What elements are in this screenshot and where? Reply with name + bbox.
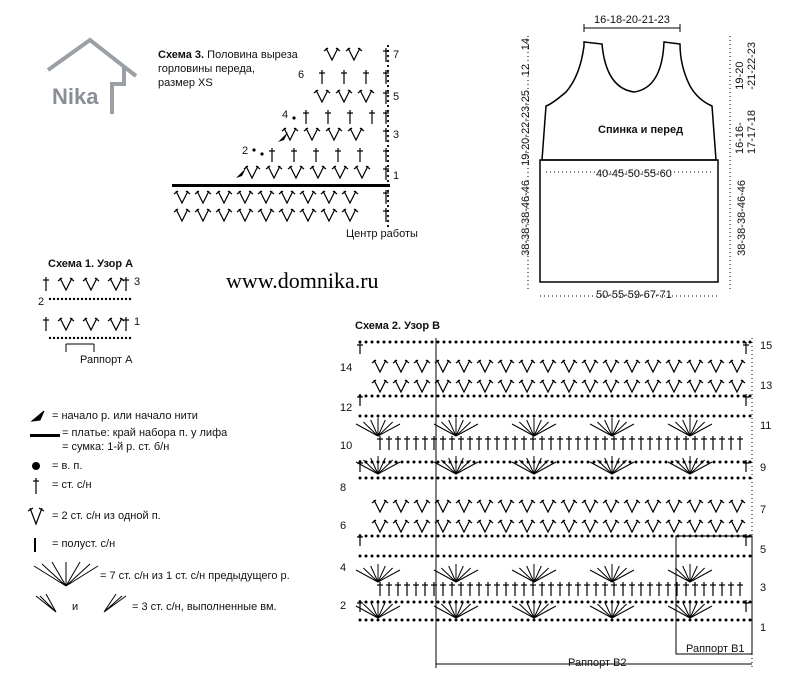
schematic-top-width: 16-18-20-21-23 bbox=[594, 14, 670, 26]
scheme1-row-3: 3 bbox=[134, 276, 141, 288]
scheme2-repeat-b2: Раппорт В2 bbox=[568, 657, 627, 669]
fan-icon bbox=[34, 562, 98, 586]
scheme2-row-4: 4 bbox=[340, 562, 347, 574]
dc-icon bbox=[33, 478, 39, 494]
legend-chain: = в. п. bbox=[52, 460, 83, 472]
scheme2-row-13: 13 bbox=[760, 380, 773, 392]
scheme2-row-1: 1 bbox=[760, 622, 767, 634]
scheme3-row-6: 6 bbox=[298, 69, 305, 81]
scheme2-row-3: 3 bbox=[760, 582, 767, 594]
scheme3-row-7: 7 bbox=[393, 49, 400, 61]
legend-fan: = 7 ст. с/н из 1 ст. с/н предыдущего р. bbox=[100, 570, 290, 582]
scheme3-row-3: 3 bbox=[393, 129, 400, 141]
legend-edge-2: = сумка: 1-й р. ст. б/н bbox=[62, 441, 170, 453]
scheme2-row-6: 6 bbox=[340, 520, 347, 532]
scheme2-row-14: 14 bbox=[340, 362, 353, 374]
scheme3-row-1: 1 bbox=[393, 170, 400, 182]
scheme3-title: Схема 3. Половина выреза горловины переда, размер XS bbox=[158, 49, 298, 89]
cluster-left-icon bbox=[36, 594, 56, 612]
v-stitch-icon bbox=[28, 508, 44, 524]
scheme3-row-4: 4 bbox=[282, 109, 289, 121]
schematic-inner-label: Спинка и перед bbox=[598, 124, 684, 136]
schematic-left-mid: 19-20-22-23-25 bbox=[520, 90, 532, 166]
schematic-right-top: 19-20 -21-22-23 bbox=[734, 42, 758, 90]
edge-line-icon bbox=[30, 434, 60, 437]
legend-v: = 2 ст. с/н из одной п. bbox=[52, 510, 161, 522]
scheme2-row-11: 11 bbox=[760, 420, 772, 432]
logo-text: Nika bbox=[52, 84, 99, 109]
scheme2-title: Схема 2. Узор В bbox=[355, 320, 441, 332]
slip-stitch-icon bbox=[34, 538, 36, 552]
scheme2-row-10: 10 bbox=[340, 440, 353, 452]
scheme2-row-7: 7 bbox=[760, 504, 767, 516]
schematic-left-top-a: 14 bbox=[520, 38, 532, 51]
scheme1-title: Схема 1. Узор А bbox=[48, 258, 134, 270]
schematic-right-bottom: 38-38-38-46-46 bbox=[736, 180, 748, 256]
website-url: www.domnika.ru bbox=[226, 268, 379, 293]
scheme2-row-5: 5 bbox=[760, 544, 767, 556]
legend-edge-1: = платье: край набора п. у лифа bbox=[62, 427, 228, 439]
schematic-left-bottom: 38-38-38-46-46 bbox=[520, 180, 532, 256]
chain-dot-icon bbox=[32, 462, 40, 470]
cluster-right-icon bbox=[104, 594, 126, 612]
start-arrow-icon bbox=[32, 411, 44, 421]
legend-start: = начало р. или начало нити bbox=[52, 410, 198, 422]
schematic-waist: 40-45-50-55-60 bbox=[596, 168, 672, 180]
scheme2-row-2: 2 bbox=[340, 600, 347, 612]
scheme3-center-label: Центр работы bbox=[346, 228, 418, 240]
scheme1-repeat-label: Раппорт А bbox=[80, 354, 133, 366]
scheme2-repeat-b1: Раппорт В1 bbox=[686, 643, 745, 655]
schematic-left-top-b: 12 bbox=[520, 64, 532, 77]
schematic-right-mid: 16-16- 17-17-18 bbox=[734, 110, 758, 155]
scheme3-row-2: 2 bbox=[242, 145, 249, 157]
legend-dc: = ст. с/н bbox=[52, 479, 92, 491]
scheme2-row-12: 12 bbox=[340, 402, 353, 414]
scheme2-row-8: 8 bbox=[340, 482, 347, 494]
scheme1-row-1: 1 bbox=[134, 316, 141, 328]
scheme2-row-9: 9 bbox=[760, 462, 767, 474]
schematic-bottom-width: 50-55-59-67-71 bbox=[596, 289, 672, 301]
scheme2-row-15: 15 bbox=[760, 340, 773, 352]
legend-cluster: = 3 ст. с/н, выполненные вм. bbox=[132, 601, 277, 613]
scheme3-row-5: 5 bbox=[393, 91, 400, 103]
legend-and: и bbox=[72, 601, 79, 613]
scheme1-row-2: 2 bbox=[38, 296, 45, 308]
legend-slip: = полуст. с/н bbox=[52, 538, 116, 550]
